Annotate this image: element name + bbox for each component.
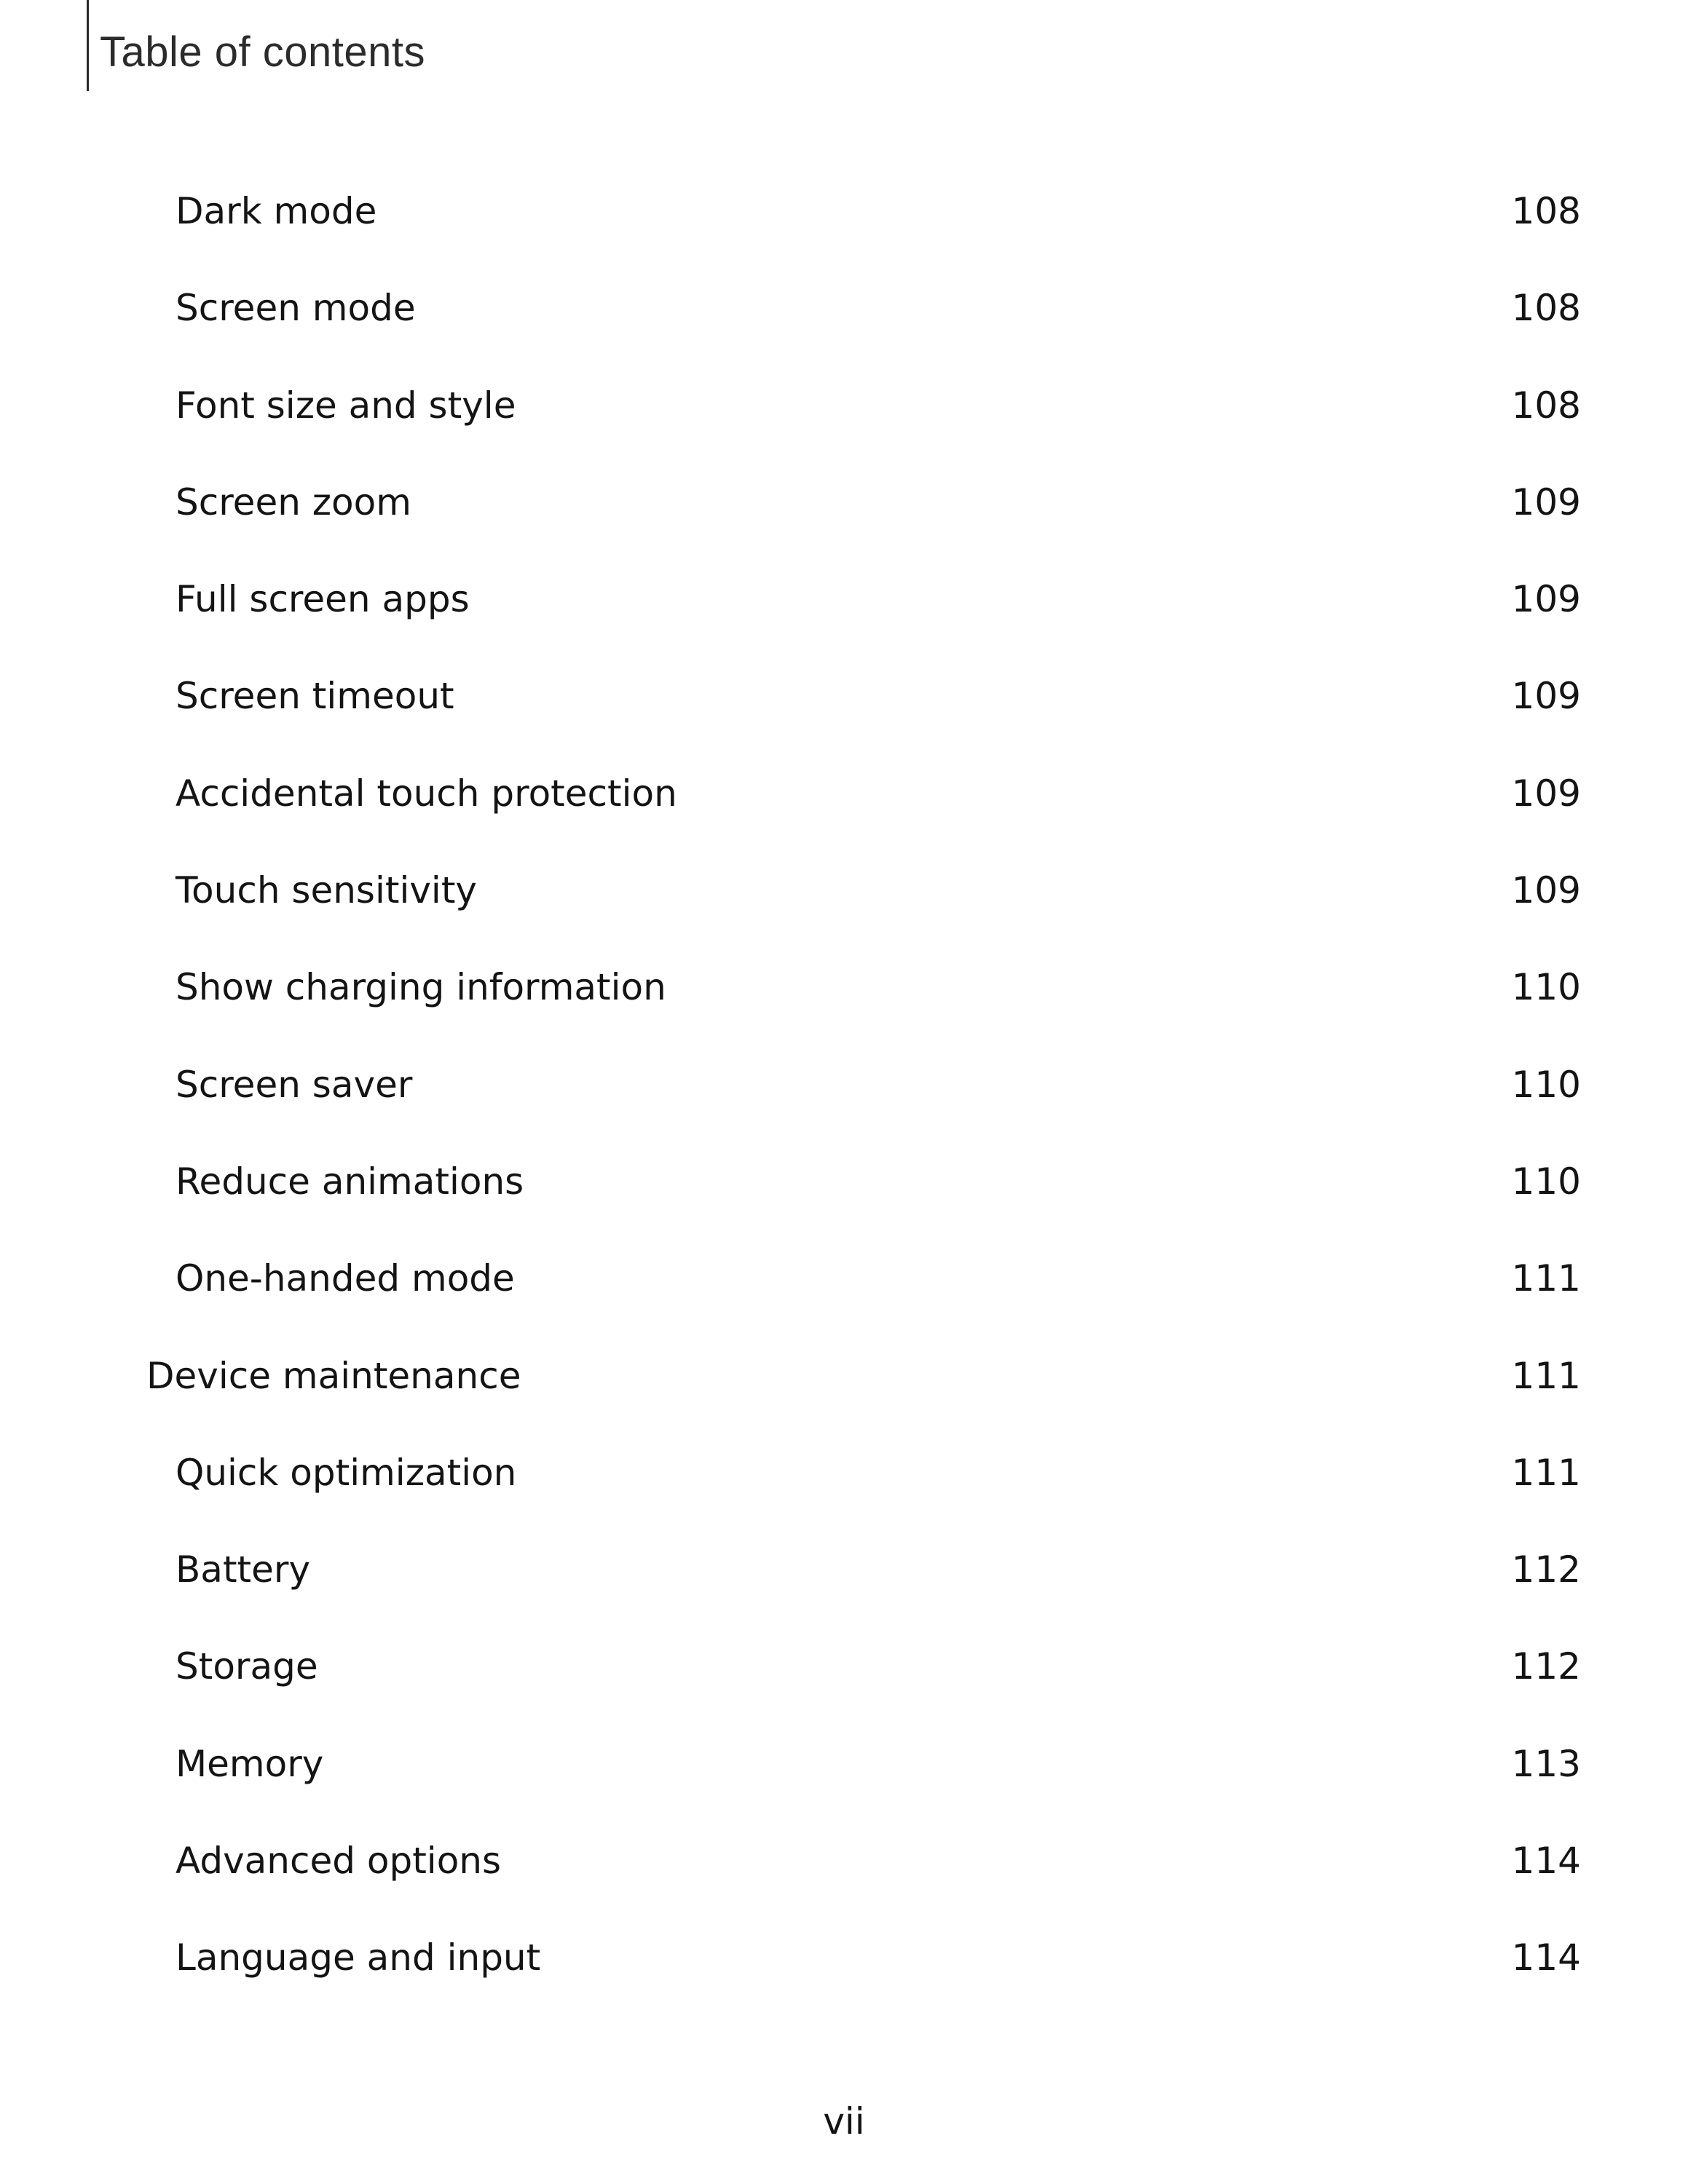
toc-entry-title: One-handed mode [175,1257,515,1300]
toc-entry-page: 109 [1511,675,1581,718]
table-of-contents [0,163,1688,2007]
toc-entry[interactable] [0,939,1688,1036]
toc-entry[interactable] [0,1037,1688,1133]
toc-entry-title: Storage [175,1645,318,1688]
toc-entry-title: Full screen apps [175,578,470,621]
toc-entry-page: 108 [1511,287,1581,330]
toc-entry-page: 109 [1511,869,1581,912]
toc-entry-page: 108 [1511,384,1581,427]
header-divider [87,0,89,91]
toc-entry-title: Dark mode [175,190,377,232]
toc-entry-title: Touch sensitivity [175,869,478,912]
toc-entry-title: Screen mode [175,287,416,330]
toc-entry-page: 113 [1511,1742,1581,1785]
toc-entry-page: 112 [1511,1548,1581,1591]
toc-entry-page: 109 [1511,578,1581,621]
toc-entry-title: Battery [175,1548,311,1591]
toc-entry-page: 112 [1511,1645,1581,1688]
toc-entry-title: Language and input [175,1936,541,1979]
toc-entry-title: Advanced options [175,1840,502,1883]
toc-entry-title: Quick optimization [175,1451,517,1494]
toc-entry-page: 114 [1511,1936,1581,1979]
toc-entry[interactable] [0,1133,1688,1230]
toc-entry-title: Memory [175,1742,324,1785]
toc-entry-page: 111 [1511,1257,1581,1300]
toc-entry-page: 111 [1511,1354,1581,1397]
toc-entry-title: Screen timeout [175,675,454,718]
toc-entry-page: 114 [1511,1840,1581,1883]
toc-entry-section[interactable] [0,1328,1688,1425]
toc-entry-page: 111 [1511,1451,1581,1494]
toc-entry[interactable] [0,1910,1688,2006]
toc-entry-page: 108 [1511,190,1581,232]
toc-entry-page: 110 [1511,1063,1581,1106]
toc-entry[interactable] [0,1813,1688,1910]
toc-entry-page: 109 [1511,772,1581,815]
toc-entry[interactable] [0,1618,1688,1715]
toc-entry[interactable] [0,551,1688,648]
toc-entry[interactable] [0,1425,1688,1522]
toc-entry-title: Screen zoom [175,480,411,523]
toc-entry[interactable] [0,1230,1688,1327]
toc-entry-title: Reduce animations [175,1160,524,1203]
toc-entry[interactable] [0,260,1688,357]
page-number: vii [823,2100,865,2143]
toc-entry-title: Device maintenance [146,1354,521,1397]
toc-entry[interactable] [0,1716,1688,1813]
toc-entry[interactable] [0,163,1688,260]
toc-entry[interactable] [0,454,1688,551]
toc-entry-page: 109 [1511,480,1581,523]
toc-entry[interactable] [0,745,1688,842]
toc-entry[interactable] [0,357,1688,454]
toc-entry[interactable] [0,842,1688,939]
page-title: Table of contents [100,28,426,76]
toc-entry[interactable] [0,1522,1688,1618]
toc-entry-title: Show charging information [175,966,666,1009]
toc-entry-page: 110 [1511,966,1581,1009]
toc-entry-title: Screen saver [175,1063,413,1106]
toc-entry-title: Font size and style [175,384,516,427]
toc-entry-title: Accidental touch protection [175,772,677,815]
toc-entry[interactable] [0,648,1688,745]
toc-entry-page: 110 [1511,1160,1581,1203]
